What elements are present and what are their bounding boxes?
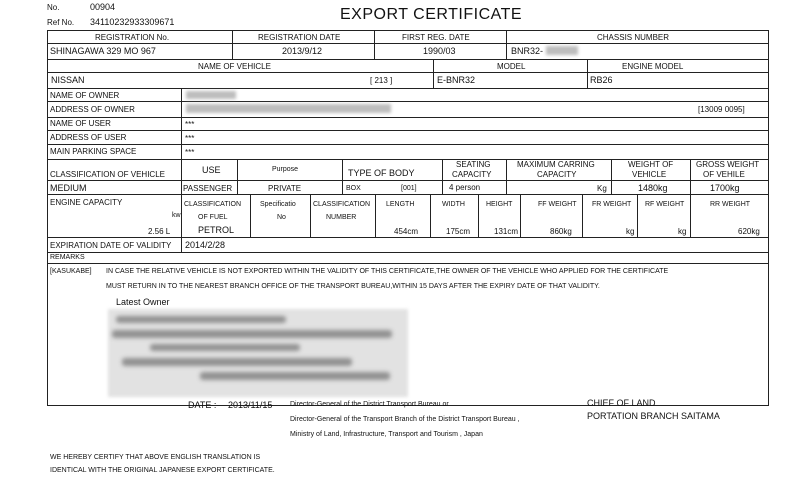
ff-weight-label: FF WEIGHT [538,201,577,208]
weight-label-1: WEIGHT OF [628,160,674,169]
vehicle-name-code: [ 213 ] [370,76,393,85]
weight-label-2: VEHICLE [632,170,667,179]
chassis-number-label: CHASSIS NUMBER [597,33,670,42]
rf-weight-label: RF WEIGHT [645,201,685,208]
spec-label-1: Specificatio [260,201,296,208]
name-of-vehicle-value: NISSAN [51,75,85,85]
gross-weight-value: 1700kg [710,183,740,193]
chief-line-1: CHIEF OF LAND [587,398,656,408]
registration-no-label: REGISTRATION No. [95,33,170,42]
width-value: 175cm [446,227,471,236]
expiration-label: EXPIRATION DATE OF VALIDITY [50,241,172,250]
engine-capacity-label: ENGINE CAPACITY [50,198,123,207]
address-code: [13009 0095] [698,105,745,114]
engine-capacity-value: 2.56 L [148,227,171,236]
address-of-owner-label: ADDRESS OF OWNER [50,105,135,114]
name-of-vehicle-label: NAME OF VEHICLE [198,62,271,71]
use-value: PASSENGER [183,184,233,193]
rr-weight-label: RR WEIGHT [710,201,751,208]
main-parking-label: MAIN PARKING SPACE [50,147,137,156]
engine-model-label: ENGINE MODEL [622,62,684,71]
name-of-user-label: NAME OF USER [50,119,111,128]
fr-weight-value: kg [626,227,635,236]
seating-label-1: SEATING [456,160,491,169]
class-no-label-1: CLASSIFICATION [313,201,371,208]
gross-weight-label-1: GROSS WEIGHT [696,160,760,169]
chief-line-2: PORTATION BRANCH SAITAMA [587,411,720,421]
model-label: MODEL [497,62,526,71]
seating-value: 4 person [449,183,481,192]
engine-model-value: RB26 [590,75,613,85]
address-of-user-label: ADDRESS OF USER [50,133,127,142]
main-parking-value: *** [185,148,195,157]
width-label: WIDTH [442,201,465,208]
director-line-1: Director-General of the District Transport Bureau or [290,401,449,408]
date-label: DATE : [188,400,217,410]
spec-label-2: No [277,214,286,221]
max-carry-label-1: MAXIMUM CARRING [517,160,595,169]
expiration-value: 2014/2/28 [185,240,226,250]
remarks-line-1: IN CASE THE RELATIVE VEHICLE IS NOT EXPORTED WITHIN THE VALIDITY OF THIS CERTIFICATE,THE OWNER OF THE VEHICLE WHO APPLIED FOR THE CERTIFICATE [106,268,669,275]
type-of-body-label: TYPE OF BODY [348,168,415,178]
fuel-label-2: OF FUEL [198,214,228,221]
max-carry-label-2: CAPACITY [537,170,577,179]
ff-weight-value: 860kg [550,227,572,236]
weight-value: 1480kg [638,183,668,193]
rr-weight-value: 620kg [738,227,760,236]
name-of-user-value: *** [185,120,195,129]
director-line-3: Ministry of Land, Infrastructure, Transport and Tourism , Japan [290,431,483,438]
purpose-value: PRIVATE [268,184,302,193]
fuel-value: PETROL [198,225,235,235]
height-label: HEIGHT [486,201,513,208]
latest-owner-label: Latest Owner [116,297,170,307]
gross-weight-label-2: OF VEHILE [703,170,745,179]
purpose-label: Purpose [272,166,299,173]
rf-weight-value: kg [678,227,687,236]
classification-value: MEDIUM [50,183,87,193]
fuel-label-1: CLASSIFICATION [184,201,242,208]
document-title: EXPORT CERTIFICATE [340,6,523,23]
address-of-user-value: *** [185,134,195,143]
use-label: USE [202,165,221,175]
remarks-line-2: MUST RETURN IN TO THE NEAREST BRANCH OFFICE OF THE TRANSPORT BUREAU,WITHIN 15 DAYS AFTER THE EXPIRY DATE OF THAT VALIDITY. [106,283,600,290]
no-label: No. [47,3,60,12]
date-value: 2013/11/15 [228,400,273,410]
first-reg-date-label: FIRST REG. DATE [402,33,470,42]
ref-value: 34110232933309671 [90,17,175,27]
no-value: 00904 [90,2,116,12]
fr-weight-label: FR WEIGHT [592,201,632,208]
kw-label: kw [172,212,181,219]
classification-label: CLASSIFICATION OF VEHICLE [50,170,165,179]
registration-date-label: REGISTRATION DATE [258,33,341,42]
first-reg-date-value: 1990/03 [423,46,456,56]
certify-line-1: WE HEREBY CERTIFY THAT ABOVE ENGLISH TRANSLATION IS [50,454,261,461]
length-value: 454cm [394,227,419,236]
max-carry-unit: Kg [597,184,607,193]
length-label: LENGTH [386,201,415,208]
name-of-owner-label: NAME OF OWNER [50,91,120,100]
model-value: E-BNR32 [437,75,476,85]
type-of-body-value: BOX [346,185,361,192]
redacted-owner-address [186,104,391,113]
redacted-chassis [546,46,578,55]
height-value: 131cm [494,227,519,236]
class-no-label-2: NUMBER [326,214,357,221]
remarks-label: REMARKS [50,254,85,261]
chassis-number-value: BNR32- [511,46,544,56]
registration-date-value: 2013/9/12 [282,46,323,56]
registration-no-value: SHINAGAWA 329 MO 967 [50,46,156,56]
certify-line-2: IDENTICAL WITH THE ORIGINAL JAPANESE EXPORT CERTIFICATE. [50,467,275,474]
remarks-tag: [KASUKABE] [50,268,92,275]
ref-label: Ref No. [47,18,75,27]
director-line-2: Director-General of the Transport Branch of the District Transport Bureau , [290,416,520,423]
type-of-body-code: [001] [401,185,417,192]
redacted-owner-name [186,91,236,99]
seating-label-2: CAPACITY [452,170,492,179]
